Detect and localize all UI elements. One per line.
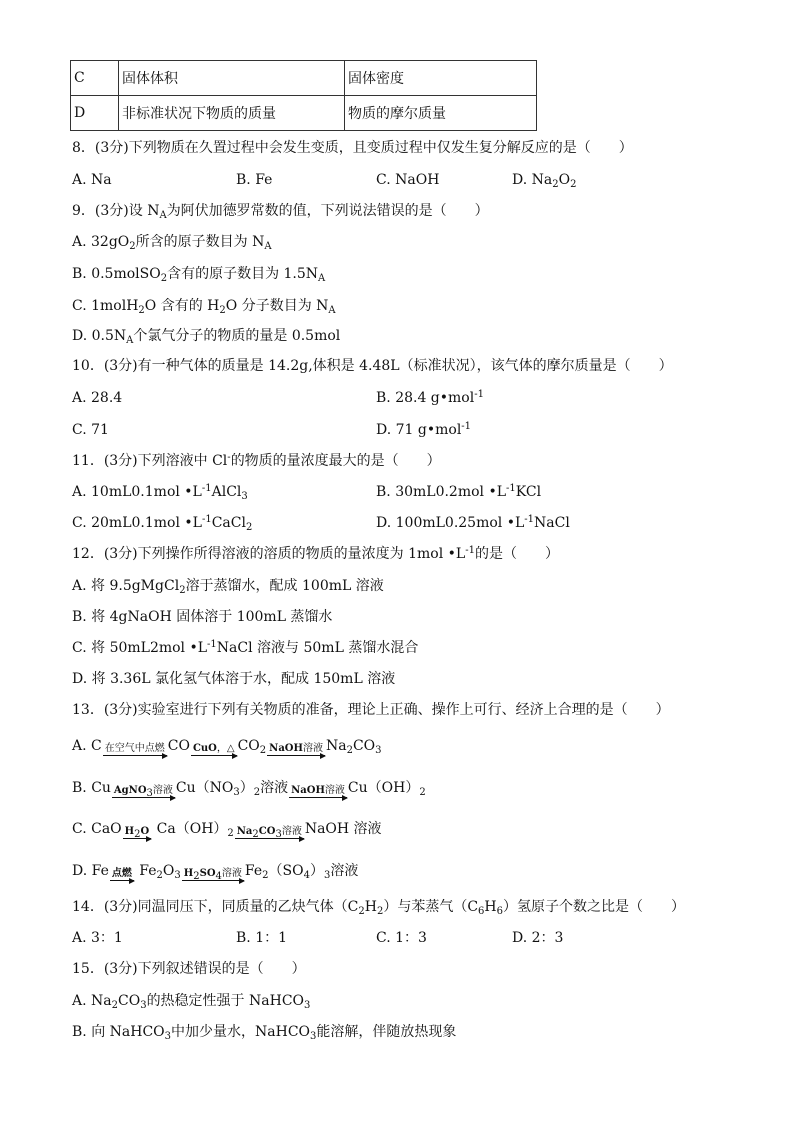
- table-cell: C: [71, 61, 119, 96]
- question-12-stem: 12．(3分)下列操作所得溶液的溶质的物质的量浓度为 1mol $•L^{-1}$的是（ ）: [72, 545, 559, 562]
- q13-option-c: C. CaO $H_2O$ $Ca(OH)_2$ $Na_2CO_3$溶液 NaOH 溶液: [72, 821, 382, 840]
- q10-option-a: A. 28.4: [72, 390, 123, 406]
- question-13-stem: 13．(3分)实验室进行下列有关物质的准备，理论上正确、操作上可行、经济上合理的是（ ）: [72, 702, 670, 718]
- question-8-stem: 8．(3分)下列物质在久置过程中会发生变质，且变质过程中仅发生复分解反应的是（ ）: [72, 140, 633, 156]
- q12-option-c: C. 将 50mL2mol $•L^{-1}NaCl$ 溶液与 50mL 蒸馏水混合: [72, 639, 419, 656]
- question-10-stem: 10．(3分)有一种气体的质量是 14.2g,体积是 4.48L（标准状况），该气体的摩尔质量是（ ）: [72, 358, 673, 374]
- table-cell: 物质的摩尔质量: [345, 96, 537, 131]
- q12-option-a: A. 将 9.5gMgCl$_2$溶于蒸馏水，配成 100mL 溶液: [72, 578, 384, 596]
- q14-option-c: C. 1：3: [376, 930, 427, 946]
- reaction-arrow: $Na_2CO_3$溶液: [236, 826, 302, 840]
- q11-option-c: C. 20mL0.1mol $•L^{-1}CaCl_2$: [72, 514, 253, 533]
- q15-option-a: A. $Na_2CO_3$的热稳定性强于 NaHCO$_3$: [72, 993, 311, 1011]
- q14-option-b: B. 1：1: [236, 930, 288, 946]
- q8-option-c: C. NaOH: [376, 172, 440, 188]
- q9-option-a: A. $32gO_2$所含的原子数目为 $N_A$: [72, 234, 272, 252]
- q11-option-b: B. 30mL0.2mol $•L^{-1}KCl$: [376, 483, 542, 500]
- q13-option-d: D. Fe 点燃 $Fe_2O_3$ $H_2SO_4$溶液 $Fe_2(SO_4)_3$溶液: [72, 863, 359, 882]
- q9-option-d: D. $0.5N_A$个氯气分子的物质的量是 0.5mol: [72, 328, 341, 346]
- q10-option-d: D. 71 g•mol$^{-1}$: [376, 421, 472, 438]
- q11-option-a: A. 10mL0.1mol $•L^{-1}AlCl_3$: [72, 483, 248, 502]
- table-row: [71, 96, 537, 131]
- q13-option-a: A. C 在空气中点燃 CO CuO，△ $CO_2$ NaOH溶液 $Na_2CO_3$: [72, 738, 382, 756]
- table-cell: D: [71, 96, 119, 131]
- q14-option-a: A. 3：1: [72, 930, 123, 946]
- question-11-stem: 11．(3分)下列溶液中 Cl-的物质的量浓度最大的是（ ）: [72, 452, 441, 469]
- reaction-arrow: 在空气中点燃: [104, 743, 165, 754]
- question-15-stem: 15．(3分)下列叙述错误的是（ ）: [72, 961, 306, 977]
- table-cell: 非标准状况下物质的质量: [119, 96, 345, 131]
- reaction-arrow: $H_2SO_4$溶液: [183, 868, 242, 882]
- table-cell: 固体密度: [345, 61, 537, 96]
- table-row: [71, 61, 537, 96]
- q9-option-b: B. 0.5molSO$_2$含有的原子数目为 $1.5N_A$: [72, 266, 326, 284]
- q9-option-c: C. 1molH$_2$O 含有的 $H_2O$ 分子数目为 $N_A$: [72, 298, 336, 316]
- reaction-arrow: AgNO$_3$溶液: [113, 785, 173, 799]
- q11-option-d: D. 100mL0.25mol $•L^{-1}NaCl$: [376, 514, 570, 531]
- reaction-arrow: 点燃: [111, 868, 132, 879]
- reaction-arrow: NaOH溶液: [269, 743, 323, 754]
- q8-option-a: A. Na: [72, 172, 112, 188]
- q13-option-b: B. Cu AgNO$_3$溶液 $Cu(NO_3)_2$溶液 NaOH溶液 $Cu(OH)_2$: [72, 780, 426, 799]
- reaction-arrow: $H_2O$: [124, 826, 150, 840]
- q8-option-b: B. Fe: [236, 172, 273, 188]
- q10-option-c: C. 71: [72, 422, 109, 438]
- question-14-stem: 14．(3分)同温同压下，同质量的乙炔气体$(C_2H_2)$与苯蒸气$(C_6H_6)$氢原子个数之比是（ ）: [72, 899, 686, 917]
- q10-option-b: B. 28.4 g•mol$^{-1}$: [376, 389, 484, 406]
- question-9-stem: 9．(3分)设 $N_A$为阿伏加德罗常数的值，下列说法错误的是（ ）: [72, 203, 489, 221]
- q12-option-d: D. 将 3.36L 氯化氢气体溶于水，配成 150mL 溶液: [72, 671, 396, 687]
- q15-option-b: B. 向 NaHCO$_3$中加少量水，NaHCO$_3$能溶解，伴随放热现象: [72, 1024, 457, 1042]
- q12-option-b: B. 将 4gNaOH 固体溶于 100mL 蒸馏水: [72, 609, 333, 625]
- q8-option-d: D. $Na_2O_2$: [512, 172, 577, 190]
- reaction-arrow: NaOH溶液: [291, 785, 345, 796]
- options-table: [70, 60, 537, 131]
- q14-option-d: D. 2：3: [512, 930, 564, 946]
- reaction-arrow: CuO，△: [192, 743, 235, 754]
- table-cell: 固体体积: [119, 61, 345, 96]
